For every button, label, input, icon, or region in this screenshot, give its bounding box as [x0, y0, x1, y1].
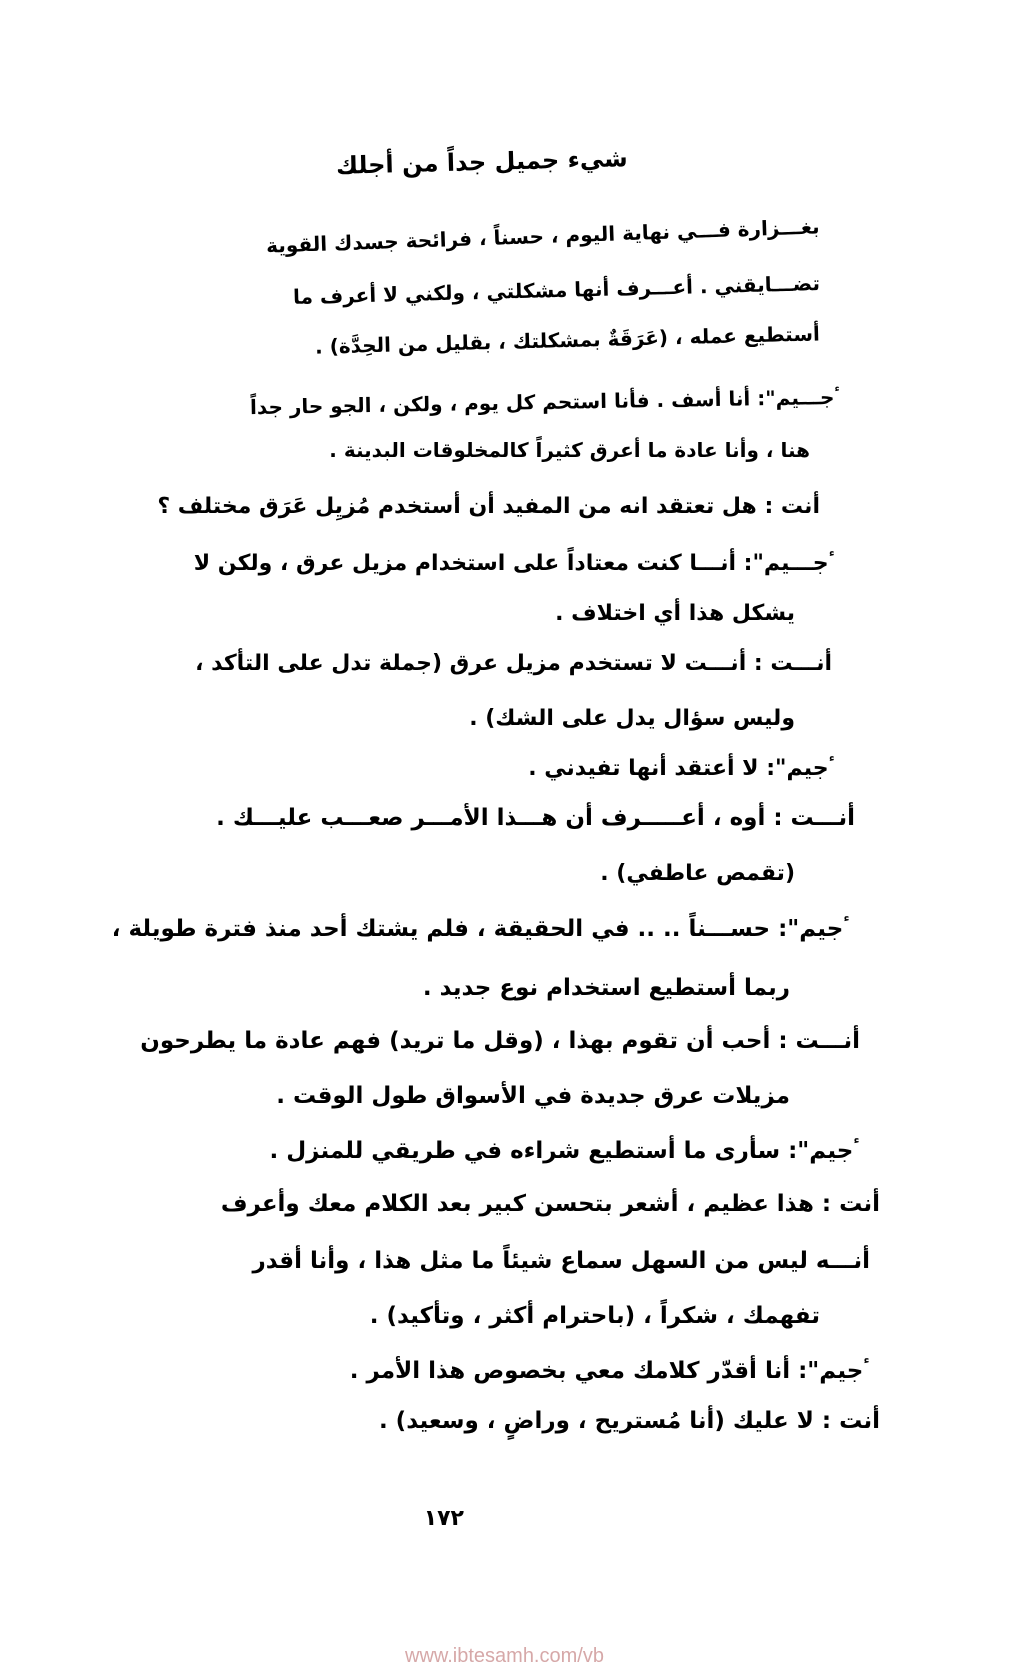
dialog-line-cont-6: مزيلات عرق جديدة في الأسواق طول الوقت . [276, 1083, 790, 1109]
dialog-line-cont-3: وليس سؤال يدل على الشك) . [469, 706, 795, 731]
watermark-url: www.ibtesamh.com/vb [405, 1645, 604, 1667]
chapter-title: شيء جميل جداً من أجلك [335, 144, 629, 180]
dialog-line-you-2: أنـــت : أنـــت لا تستخدم مزيل عرق (جملة تدل على التأكد ، [195, 651, 832, 676]
dialog-line-cont-5: ربما أستطيع استخدام نوع جديد . [422, 975, 790, 1001]
dialog-line-jim-4: ٴجيم": حســـناً .. .. في الحقيقة ، فلم يشتك أحد منذ فترة طويلة ، [111, 916, 850, 942]
dialog-line-you-5: أنت : هذا عظيم ، أشعر بتحسن كبير بعد الكلام معك وأعرف [220, 1191, 880, 1217]
dialog-line-jim-6: ٴجيم": أنا أقدّر كلامك معي بخصوص هذا الأمر . [349, 1358, 870, 1384]
dialog-line-you-3: أنـــت : أوه ، أعـــــرف أن هـــذا الأمـــر صعـــب عليـــك . [216, 805, 855, 831]
dialog-line-jim-1: ٴجـــيم": أنا أسف . فأنا استحم كل يوم ، ولكن ، الجو حار جداً [249, 384, 841, 420]
intro-line-1: بغـــزارة فـــي نهاية اليوم ، حسناً ، فرائحة جسدك القوية [266, 214, 821, 258]
intro-line-3: أستطيع عمله ، (عَرَقَةٌ بمشكلتك ، بقليل من الحِدَّة) . [314, 321, 821, 359]
dialog-line-jim-3: ٴجيم": لا أعتقد أنها تفيدني . [528, 756, 835, 781]
dialog-line-jim-5: ٴجيم": سأرى ما أستطيع شراءه في طريقي للمنزل . [269, 1138, 860, 1164]
dialog-line-cont-7: أنـــه ليس من السهل سماع شيئاً ما مثل هذا ، وأنا أقدر [252, 1248, 870, 1274]
page-number: ١٧٢ [423, 1506, 464, 1531]
intro-line-2: تضـــايقني . أعـــرف أنها مشكلتي ، ولكني لا أعرف ما [292, 271, 821, 309]
dialog-line-cont-2: يشكل هذا أي اختلاف . [555, 601, 795, 626]
dialog-line-you-6: أنت : لا عليك (أنا مُستريح ، وراضٍ ، وسعيد) . [378, 1408, 880, 1434]
dialog-line-jim-2: ٴجـــيم": أنـــا كنت معتاداً على استخدام مزيل عرق ، ولكن لا [193, 551, 835, 576]
dialog-line-you-1: أنت : هل تعتقد انه من المفيد أن أستخدم مُزيِل عَرَق مختلف ؟ [157, 494, 820, 519]
dialog-line-cont-1: هنا ، وأنا عادة ما أعرق كثيراً كالمخلوقات البدينة . [329, 438, 810, 462]
dialog-line-cont-4: (تقمص عاطفي) . [600, 861, 795, 886]
dialog-line-you-4: أنـــت : أحب أن تقوم بهذا ، (وقل ما تريد) فهم عادة ما يطرحون [140, 1028, 860, 1054]
dialog-line-cont-8: تفهمك ، شكراً ، (باحترام أكثر ، وتأكيد) . [369, 1303, 820, 1329]
